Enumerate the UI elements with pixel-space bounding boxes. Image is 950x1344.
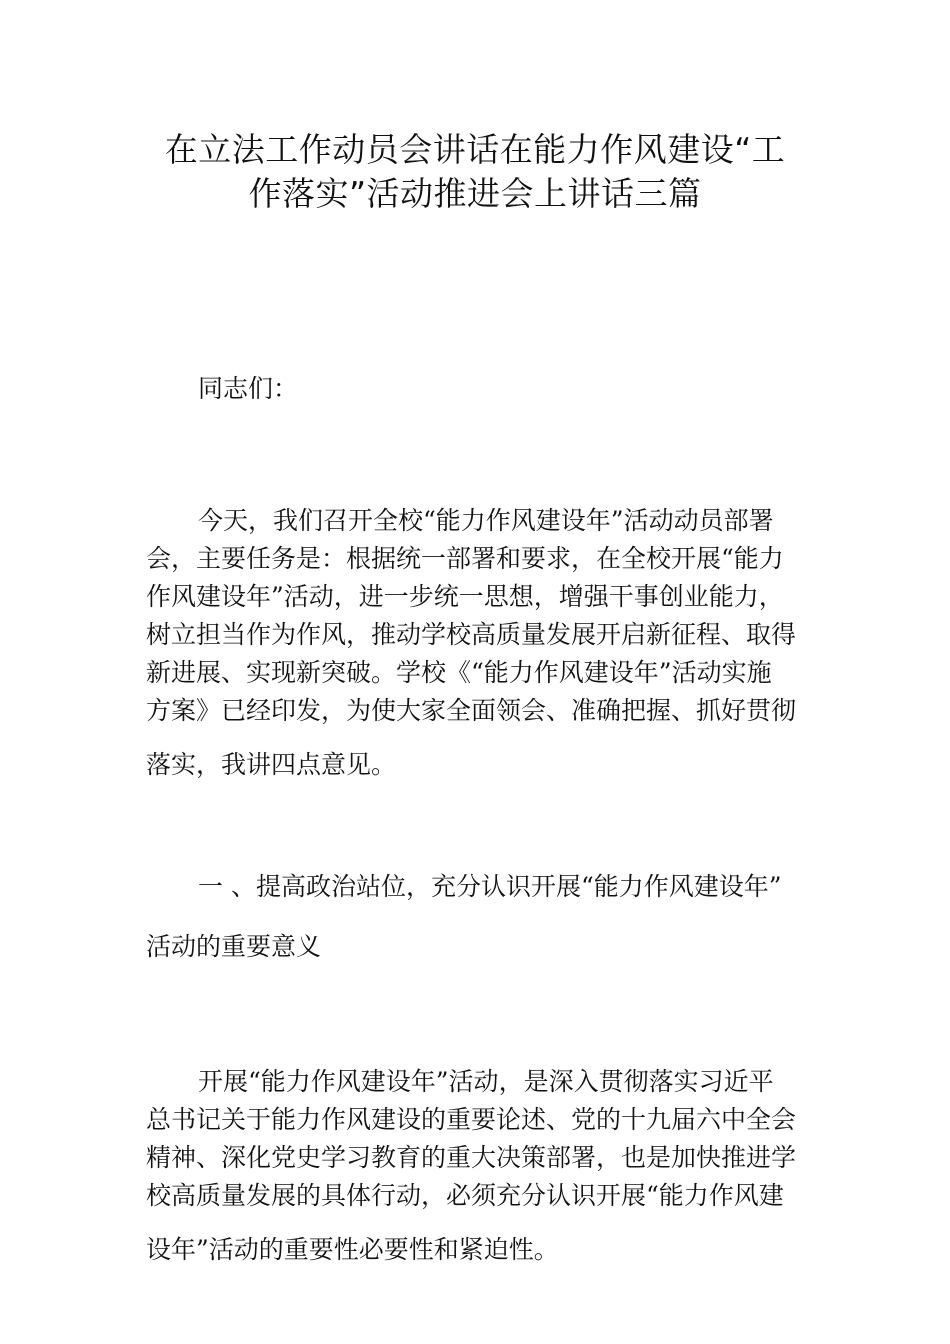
paragraph-line: 今天，我们召开全校“能力作风建设年”活动动员部署 — [198, 506, 774, 535]
paragraph-line: 新进展、实现新突破。学校《“能力作风建设年”活动实施 — [146, 658, 772, 687]
paragraph-line: 校高质量发展的具体行动，必须充分认识开展“能力作风建 — [146, 1181, 784, 1210]
paragraph-line: 作风建设年”活动，进一步统一思想，增强干事创业能力， — [146, 582, 784, 611]
heading-line: 活动的重要意义 — [146, 932, 322, 961]
document-title — [130, 128, 820, 216]
section-heading-1 — [146, 868, 810, 966]
paragraph-line: 总书记关于能力作风建设的重要论述、党的十九届六中全会 — [146, 1105, 797, 1134]
title-line: 在立法工作动员会讲话在能力作风建设“工 — [164, 130, 786, 169]
salutation: 同志们： — [198, 374, 299, 403]
paragraph-line: 会，主要任务是：根据统一部署和要求，在全校开展“能力 — [146, 544, 784, 573]
paragraph-line: 设年”活动的重要性必要性和紧迫性。 — [146, 1235, 559, 1264]
title-line: 作落实”活动推进会上讲话三篇 — [248, 174, 702, 213]
paragraph-line: 树立担当作为作风，推动学校高质量发展开启新征程、取得 — [146, 620, 797, 649]
paragraph-line: 落实，我讲四点意见。 — [146, 750, 397, 779]
paragraph-line: 精神、深化党史学习教育的重大决策部署，也是加快推进学 — [146, 1143, 797, 1172]
paragraph-line: 方案》已经印发，为使大家全面领会、准确把握、抓好贯彻 — [146, 696, 797, 725]
paragraph-line: 开展“能力作风建设年”活动，是深入贯彻落实习近平 — [198, 1067, 774, 1096]
heading-line: 一 、提高政治站位，充分认识开展“能力作风建设年” — [198, 872, 782, 901]
paragraph-1 — [146, 502, 810, 784]
paragraph-2 — [146, 1063, 810, 1269]
